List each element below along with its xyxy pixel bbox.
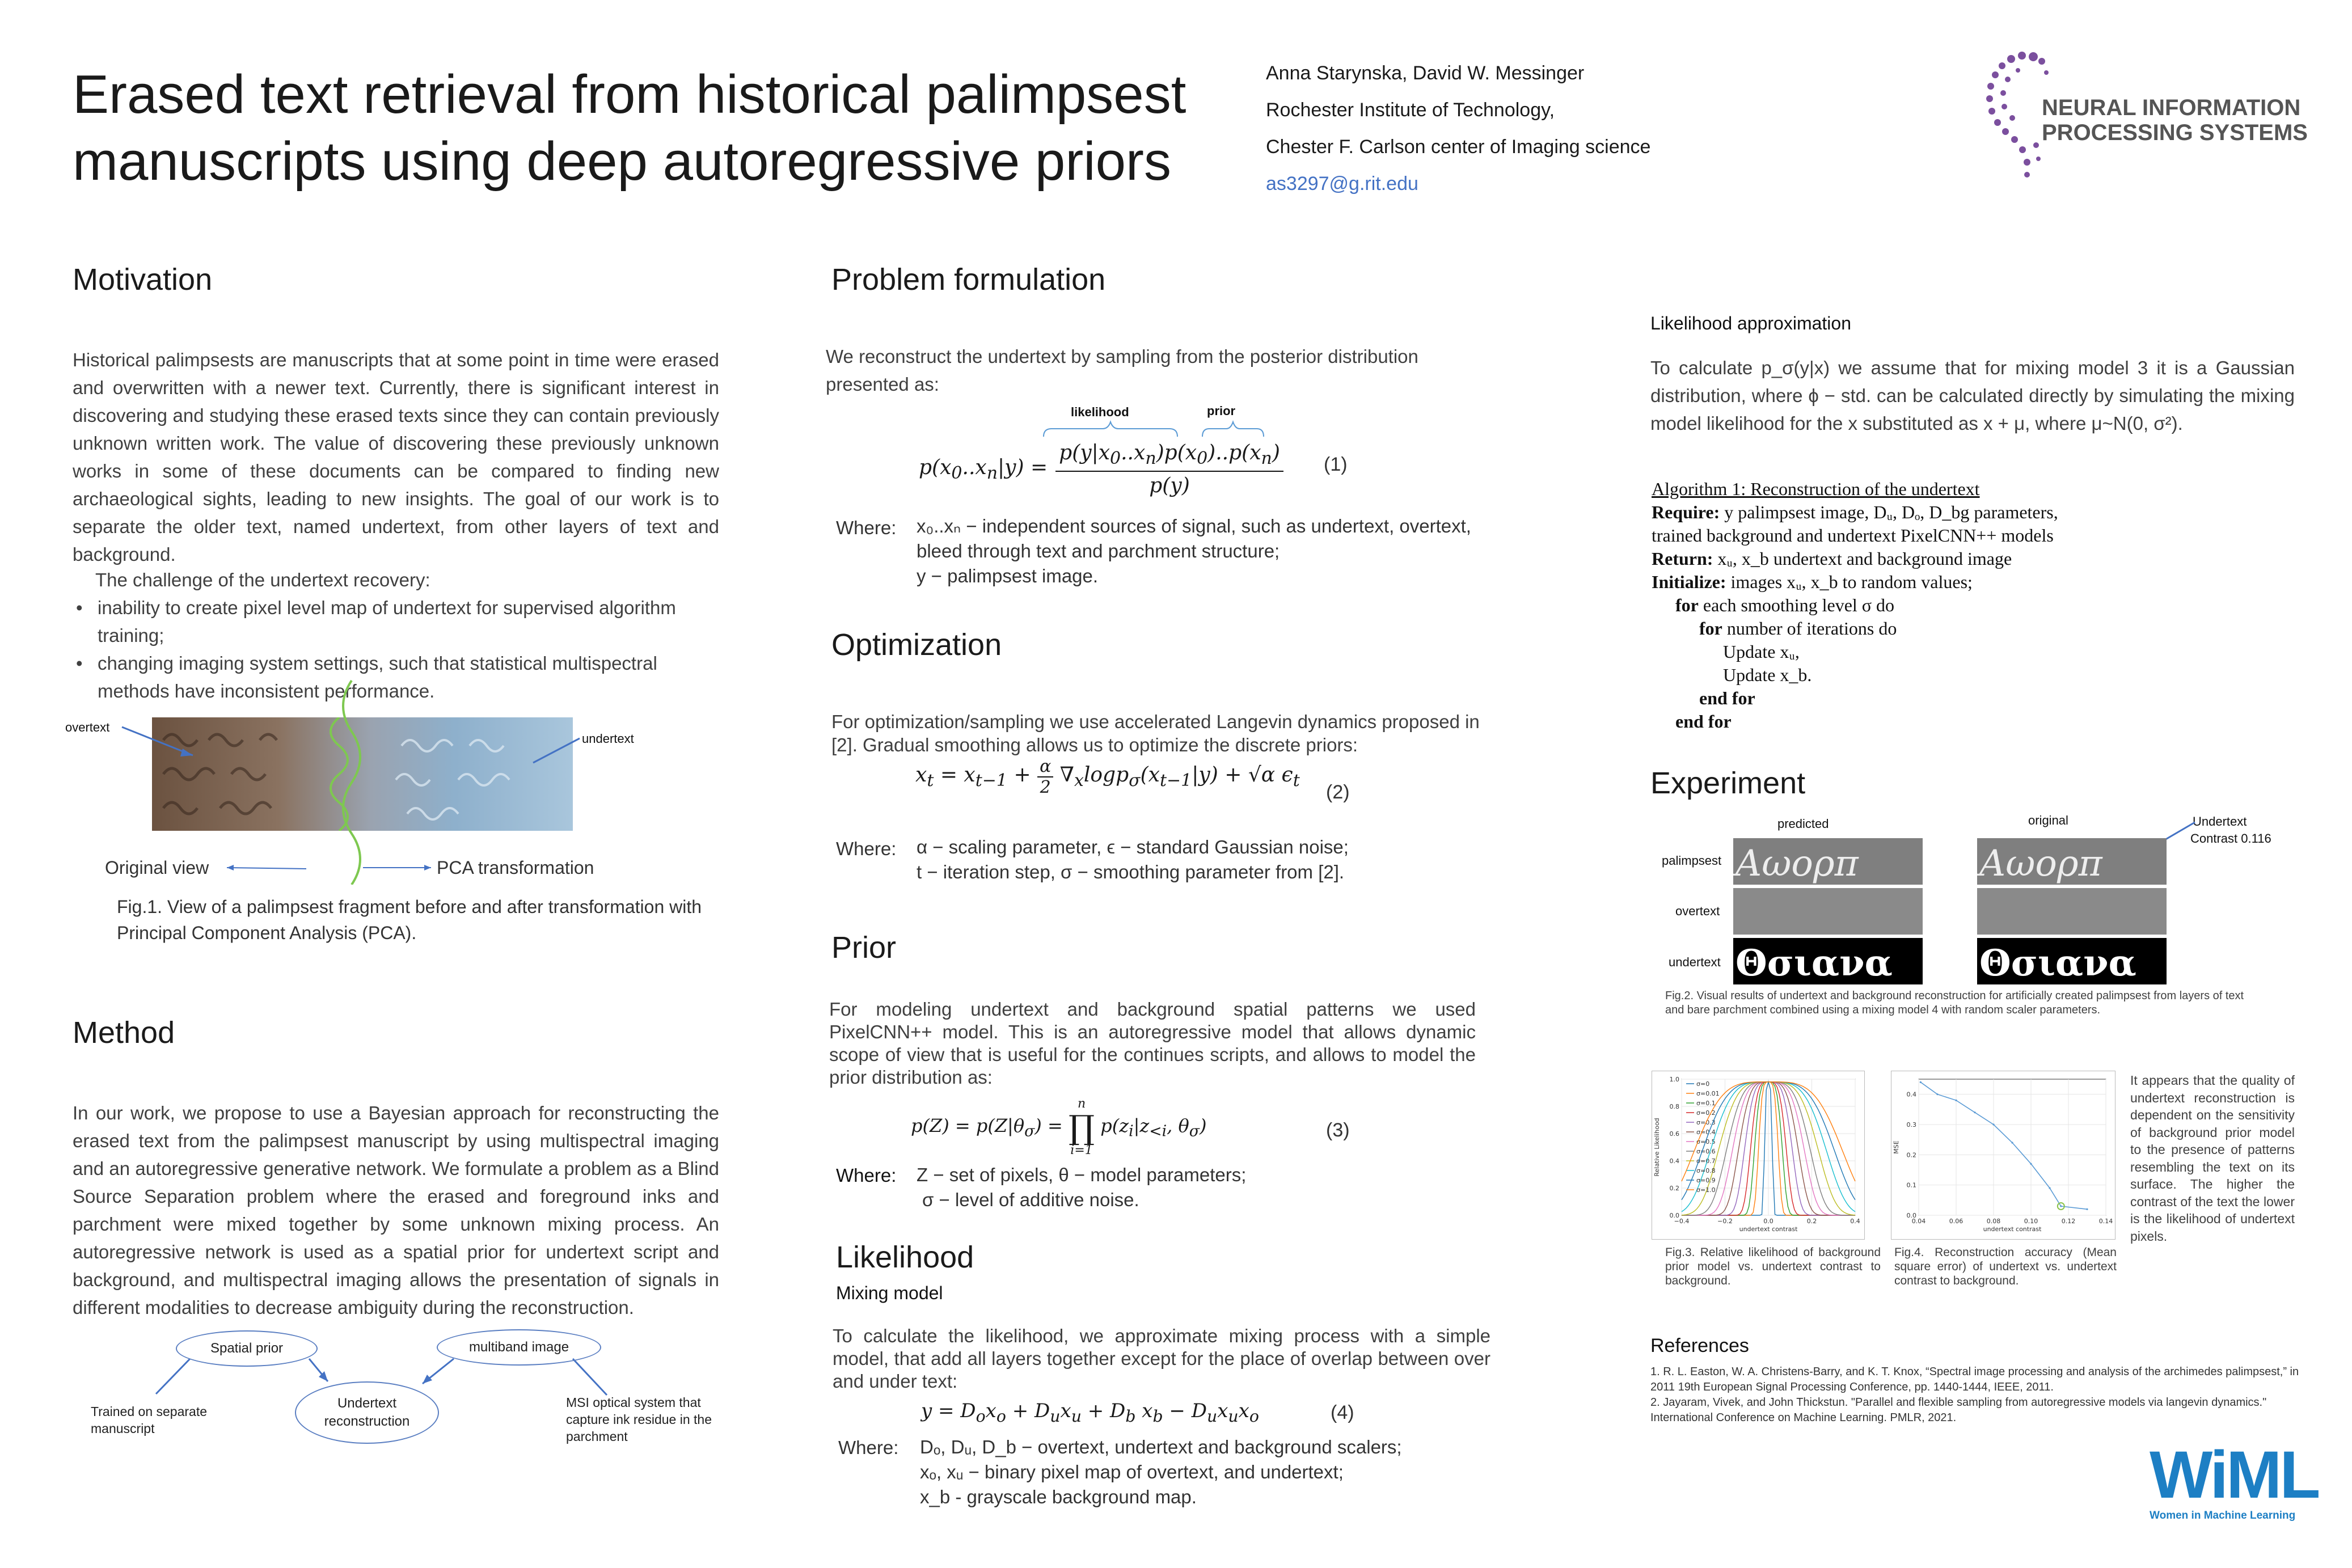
legend-entry: σ=0.4 — [1696, 1129, 1716, 1136]
wiml-logo — [2150, 1438, 2319, 1546]
neurips-logo — [1979, 45, 2331, 198]
predicted-palimpsest-image — [1733, 838, 1923, 885]
y-tick-label: 0.2 — [1906, 1151, 1916, 1159]
series-point — [2049, 1187, 2050, 1189]
y-tick-label: 0.4 — [1906, 1091, 1916, 1098]
algorithm-line: Update x_b. — [1723, 665, 1812, 685]
equation-3-number: (3) — [1326, 1119, 1350, 1141]
x-tick-label: 0.04 — [1911, 1218, 1926, 1225]
algorithm-line: Initialize: images xᵤ, x_b to random values; — [1652, 572, 1973, 592]
where-line: Z − set of pixels, θ − model parameters; — [917, 1164, 1247, 1185]
series-point — [1955, 1100, 1957, 1101]
svg-text:Αωορπ: Αωορπ — [1736, 843, 1859, 885]
diagram-undertext-reconstruction: Undertext reconstruction — [295, 1381, 439, 1444]
algorithm-title: Algorithm 1: Reconstruction of the undertext — [1652, 479, 1980, 499]
prior-heading: Prior — [831, 931, 897, 965]
x-tick-label: 0.0 — [1763, 1218, 1773, 1225]
series-point — [2030, 1163, 2032, 1165]
fig4-chart — [1891, 1071, 2115, 1240]
x-axis-label: undertext contrast — [1739, 1225, 1798, 1233]
x-tick-label: 0.06 — [1949, 1218, 1963, 1225]
legend-entry: σ=0 — [1696, 1080, 1710, 1088]
series-point — [2011, 1142, 2013, 1143]
authors: Anna Starynska, David W. Messinger — [1266, 62, 1585, 84]
series-point — [2086, 1208, 2088, 1210]
affiliation-1: Rochester Institute of Technology, — [1266, 99, 1555, 121]
x-tick-label: −0.2 — [1717, 1218, 1733, 1225]
equation-1-number: (1) — [1324, 454, 1348, 475]
algorithm-box — [1652, 477, 2219, 733]
original-overtext-image — [1977, 888, 2167, 935]
contrast-label-1: Undertext — [2193, 814, 2247, 829]
legend-entry: σ=0.3 — [1696, 1119, 1716, 1126]
diagram-spatial-prior: Spatial prior — [176, 1330, 318, 1367]
legend-entry: σ=1.0 — [1696, 1186, 1716, 1194]
predicted-undertext-image — [1733, 938, 1923, 984]
y-tick-label: 0.1 — [1906, 1181, 1916, 1189]
plot-frame — [1919, 1079, 2106, 1215]
equation-4: $y = D_ox_o + D_ux_u + D_b$ $x_b - D_ux_ux_o$ — [921, 1400, 1259, 1426]
y-tick-label: 0.2 — [1669, 1185, 1679, 1192]
y-tick-label: 0.0 — [1669, 1212, 1679, 1219]
equation-braces — [1038, 420, 1276, 442]
fig3-caption: Fig.3. Relative likelihood of background prior model vs. undertext contrast to background. — [1665, 1246, 1881, 1287]
where-line: t − iteration step, σ − smoothing parameter from [2]. — [917, 861, 1345, 882]
series-point — [1936, 1093, 1938, 1095]
x-tick-label: 0.4 — [1850, 1218, 1860, 1225]
wiml-logo-subtitle: Women in Machine Learning — [2150, 1510, 2296, 1521]
experiment-heading: Experiment — [1650, 766, 1806, 800]
prior-label: prior — [1207, 404, 1236, 418]
algorithm-lines — [1652, 501, 2219, 733]
fig1-caption: Fig.1. View of a palimpsest fragment before and after transformation with Principal Component Analysis (PCA). — [117, 897, 702, 943]
x-tick-label: 0.12 — [2061, 1218, 2076, 1225]
where-line: x_b - grayscale background map. — [920, 1486, 1197, 1507]
series-point — [1992, 1123, 1994, 1125]
legend-entry: σ=0.6 — [1696, 1148, 1716, 1155]
algorithm-line: trained background and undertext PixelCNN++ models — [1652, 525, 2054, 546]
y-tick-label: 0.4 — [1669, 1157, 1679, 1165]
poster-title: Erased text retrieval from historical palimpsest manuscripts using deep autoregressive priors — [73, 64, 1186, 192]
original-undertext-image — [1977, 938, 2167, 984]
problem-heading: Problem formulation — [831, 263, 1106, 297]
optimization-where: Where: — [836, 838, 897, 859]
y-tick-label: 1.0 — [1669, 1076, 1679, 1083]
diagram-trained-on: Trained on separate manuscript — [91, 1404, 208, 1436]
equation-4-number: (4) — [1331, 1402, 1354, 1423]
method-diagram-arrows — [0, 0, 737, 1474]
likelihood-heading: Likelihood — [836, 1240, 974, 1274]
x-tick-label: 0.08 — [1986, 1218, 2001, 1225]
svg-text:Αωορπ: Αωορπ — [1979, 843, 2102, 885]
fig1-pca-label: PCA transformation — [437, 857, 594, 878]
prior-where-lines — [917, 1163, 1518, 1212]
fig1-overtext-label: overtext — [65, 720, 110, 734]
svg-text:Θσιανα: Θσιανα — [1736, 942, 1893, 984]
experiment-original-label: original — [2028, 813, 2068, 827]
legend-entry: σ=0.01 — [1696, 1090, 1720, 1097]
row-label-palimpsest: palimpsest — [1662, 853, 1722, 868]
motivation-heading: Motivation — [73, 263, 213, 297]
original-palimpsest-image — [1977, 838, 2167, 885]
y-axis-label: Relative Likelihood — [1653, 1118, 1661, 1177]
equation-2-number: (2) — [1326, 781, 1350, 803]
bullet-2: • changing imaging system settings, such that statistical multispectral methods have inconsistent performance. — [73, 649, 719, 705]
algorithm-line: for number of iterations do — [1699, 618, 1897, 639]
equation-3: $p(Z) = p(Z|\theta_\sigma)$ = n ∏ i=1 $p(z_i|z_{<i}$, $\theta_\sigma$) — [911, 1097, 1207, 1157]
references-heading: References — [1650, 1335, 1749, 1356]
series-point — [1920, 1081, 1922, 1083]
x-tick-label: −0.4 — [1674, 1218, 1690, 1225]
likelihood-approx-heading: Likelihood approximation — [1650, 313, 1851, 333]
legend-entry: σ=0.5 — [1696, 1138, 1716, 1146]
fig4-chart-svg — [1891, 1071, 2116, 1240]
row-label-overtext: overtext — [1675, 904, 1720, 918]
author-email[interactable]: as3297@g.rit.edu — [1266, 173, 1418, 195]
method-paragraph: In our work, we propose to use a Bayesian approach for reconstructing the erased text from the palimpsest manuscript by using multispectral imaging and an autoregressive generative network. We formulate a problem as a Blind Source Separation problem where the erased and foreground inks and parchment were mixed together by some unknown mixing process. An autoregressive network is used as a spatial prior for undertext script and background, and multispectral imaging allows the presentation of signals in different modalities to decrease ambiguity during the reconstruction. — [73, 1102, 719, 1318]
fig1-undertext-label: undertext — [582, 732, 634, 746]
series-point — [2060, 1205, 2062, 1207]
fig2-caption: Fig.2. Visual results of undertext and background reconstruction for artificially created palimpsest from layers of text and bare parchment combined using a mixing model 4 with random scaler parameters. — [1665, 990, 2244, 1016]
fig3-chart-svg — [1652, 1071, 1865, 1240]
where-line: σ − level of additive noise. — [922, 1189, 1139, 1210]
likelihood-intro: To calculate the likelihood, we approximate mixing process with a simple model, that add all layers together except for the place of overlap between over and under text: — [833, 1325, 1490, 1392]
neurips-logo-line2: PROCESSING SYSTEMS — [2042, 120, 2308, 145]
y-tick-label: 0.3 — [1906, 1121, 1916, 1129]
motivation-paragraph: Historical palimpsests are manuscripts that at some point in time were erased and overwritten with a newer text. Currently, there is significant interest in discovering and studying these erased texts since they can contain previously unknown written work. The value of discovering these previously unknown works in some of these documents can be compared to finding new archaeological sights, leading to new insights. The goal of our work is to separate the older text, named undertext, from other layers of text and background. — [73, 349, 719, 565]
prior-where: Where: — [836, 1165, 897, 1186]
likelihood-where-lines — [920, 1435, 1521, 1510]
x-tick-label: 0.14 — [2098, 1218, 2113, 1225]
diagram-msi-system: MSI optical system that capture ink residue in the parchment — [566, 1395, 712, 1444]
predicted-overtext-image — [1733, 888, 1923, 935]
legend-entry: σ=0.9 — [1696, 1177, 1716, 1184]
experiment-side-text: It appears that the quality of undertext reconstruction is dependent on the sensitivity of background prior model to the presence of patterns resembling the text on its surface. The higher the contrast of the text the lower is the likelihood of undertext pixels. — [2130, 1073, 2295, 1244]
contrast-label-2: Contrast 0.116 — [2190, 831, 2271, 846]
y-tick-label: 0.6 — [1669, 1130, 1679, 1138]
row-label-undertext: undertext — [1669, 955, 1721, 969]
references-list — [1650, 1364, 2303, 1426]
optimization-heading: Optimization — [831, 628, 1002, 662]
svg-text:Θσιανα: Θσιανα — [1979, 942, 2136, 984]
experiment-predicted-label: predicted — [1777, 817, 1829, 831]
fig4-caption: Fig.4. Reconstruction accuracy (Mean square error) of undertext vs. undertext contrast to background. — [1894, 1246, 2117, 1287]
algorithm-line: Update xᵤ, — [1723, 641, 1800, 662]
equation-1: $p(x_0..x_n|y)$ = $\frac{p(y|x_0..x_n)p(x_0)..p(x_n)}{p(y)}$ — [919, 441, 1283, 497]
legend-entry: σ=0.1 — [1696, 1100, 1716, 1107]
neurips-logo-line1: NEURAL INFORMATION — [2042, 95, 2301, 120]
algorithm-line: end for — [1699, 688, 1755, 708]
y-tick-label: 0.8 — [1669, 1103, 1679, 1110]
x-axis-label: undertext contrast — [1983, 1225, 2042, 1233]
legend-entry: σ=0.7 — [1696, 1157, 1716, 1165]
likelihood-label: likelihood — [1071, 405, 1129, 419]
method-heading: Method — [73, 1016, 175, 1050]
y-tick-label: 0.0 — [1906, 1212, 1916, 1219]
where-line: xₒ, xᵤ − binary pixel map of overtext, and undertext; — [920, 1461, 1344, 1482]
algorithm-line: end for — [1675, 711, 1732, 732]
motivation-challenge-intro: The challenge of the undertext recovery: — [95, 569, 430, 590]
where-line: x₀..xₙ − independent sources of signal, such as undertext, overtext, bleed through text and parchment structure; — [917, 515, 1471, 561]
where-line: α − scaling parameter, ϵ − standard Gaussian noise; — [917, 836, 1349, 857]
where-line: y − palimpsest image. — [917, 565, 1099, 586]
likelihood-approx-paragraph: To calculate p_σ(y|x) we assume that for mixing model 3 it is a Gaussian distribution, where ϕ − std. can be calculated directly by simulating the mixing model likelihood for the x substituted as x + μ, where μ~N(0, σ²). — [1650, 357, 2295, 434]
x-tick-label: 0.10 — [2024, 1218, 2038, 1225]
algorithm-line: Require: y palimpsest image, Dᵤ, Dₒ, D_bg parameters, — [1652, 502, 2058, 522]
legend-entry: σ=0.8 — [1696, 1167, 1716, 1174]
prior-intro: For modeling undertext and background spatial patterns we used PixelCNN++ model. This is an autoregressive model that allows dynamic scope of view that is useful for the continues scripts, and allows to model the prior distribution as: — [829, 999, 1476, 1088]
likelihood-subheading: Mixing model — [836, 1283, 943, 1303]
bullet-1: • inability to create pixel level map of undertext for supervised algorithm training; — [73, 594, 719, 649]
series-line — [1920, 1082, 2087, 1209]
series-point — [1974, 1111, 1975, 1113]
affiliation-2: Chester F. Carlson center of Imaging science — [1266, 136, 1651, 158]
equation-2: $x_t = x_{t-1}$ + $\frac{\alpha}{2}$ $\nabla_x\log p_\sigma(x_{t-1}|y) + √\alpha$ $\epsilon_t$ — [915, 756, 1300, 797]
problem-where-lines — [917, 514, 1518, 589]
optimization-intro: For optimization/sampling we use accelerated Langevin dynamics proposed in [2]. Gradual smoothing allows us to optimize the discrete priors: — [831, 711, 1480, 755]
algorithm-line: Return: xᵤ, x_b undertext and background image — [1652, 548, 2012, 569]
fig1-original-label: Original view — [105, 857, 209, 878]
algorithm-line: for each smoothing level σ do — [1675, 595, 1895, 615]
likelihood-where: Where: — [838, 1437, 899, 1458]
x-tick-label: 0.2 — [1806, 1218, 1817, 1225]
legend-entry: σ=0.2 — [1696, 1109, 1716, 1117]
where-line: Dₒ, Dᵤ, D_b − overtext, undertext and background scalers; — [920, 1436, 1402, 1457]
problem-where: Where: — [836, 517, 897, 538]
wiml-logo-text: WiML — [2150, 1438, 2319, 1512]
reference-item: 2. Jayaram, Vivek, and John Thickstun. "Parallel and flexible sampling from autoregressive models via langevin dynamics." International Conference on Machine Learning. PMLR, 2021. — [1650, 1396, 2267, 1424]
diagram-multiband-image: multiband image — [437, 1329, 601, 1366]
y-axis-label: MSE — [1893, 1140, 1900, 1154]
optimization-where-lines — [917, 835, 1518, 885]
problem-intro: We reconstruct the undertext by sampling from the posterior distribution presented as: — [826, 346, 1418, 395]
reference-item: 1. R. L. Easton, W. A. Christens-Barry, and K. T. Knox, “Spectral image processing and analysis of the archimedes palimpsest,” in 2011 19th European Signal Processing Conference, pp. 1440-1444, IEEE, 2011. — [1650, 1366, 2299, 1393]
fig3-chart — [1652, 1071, 1865, 1240]
